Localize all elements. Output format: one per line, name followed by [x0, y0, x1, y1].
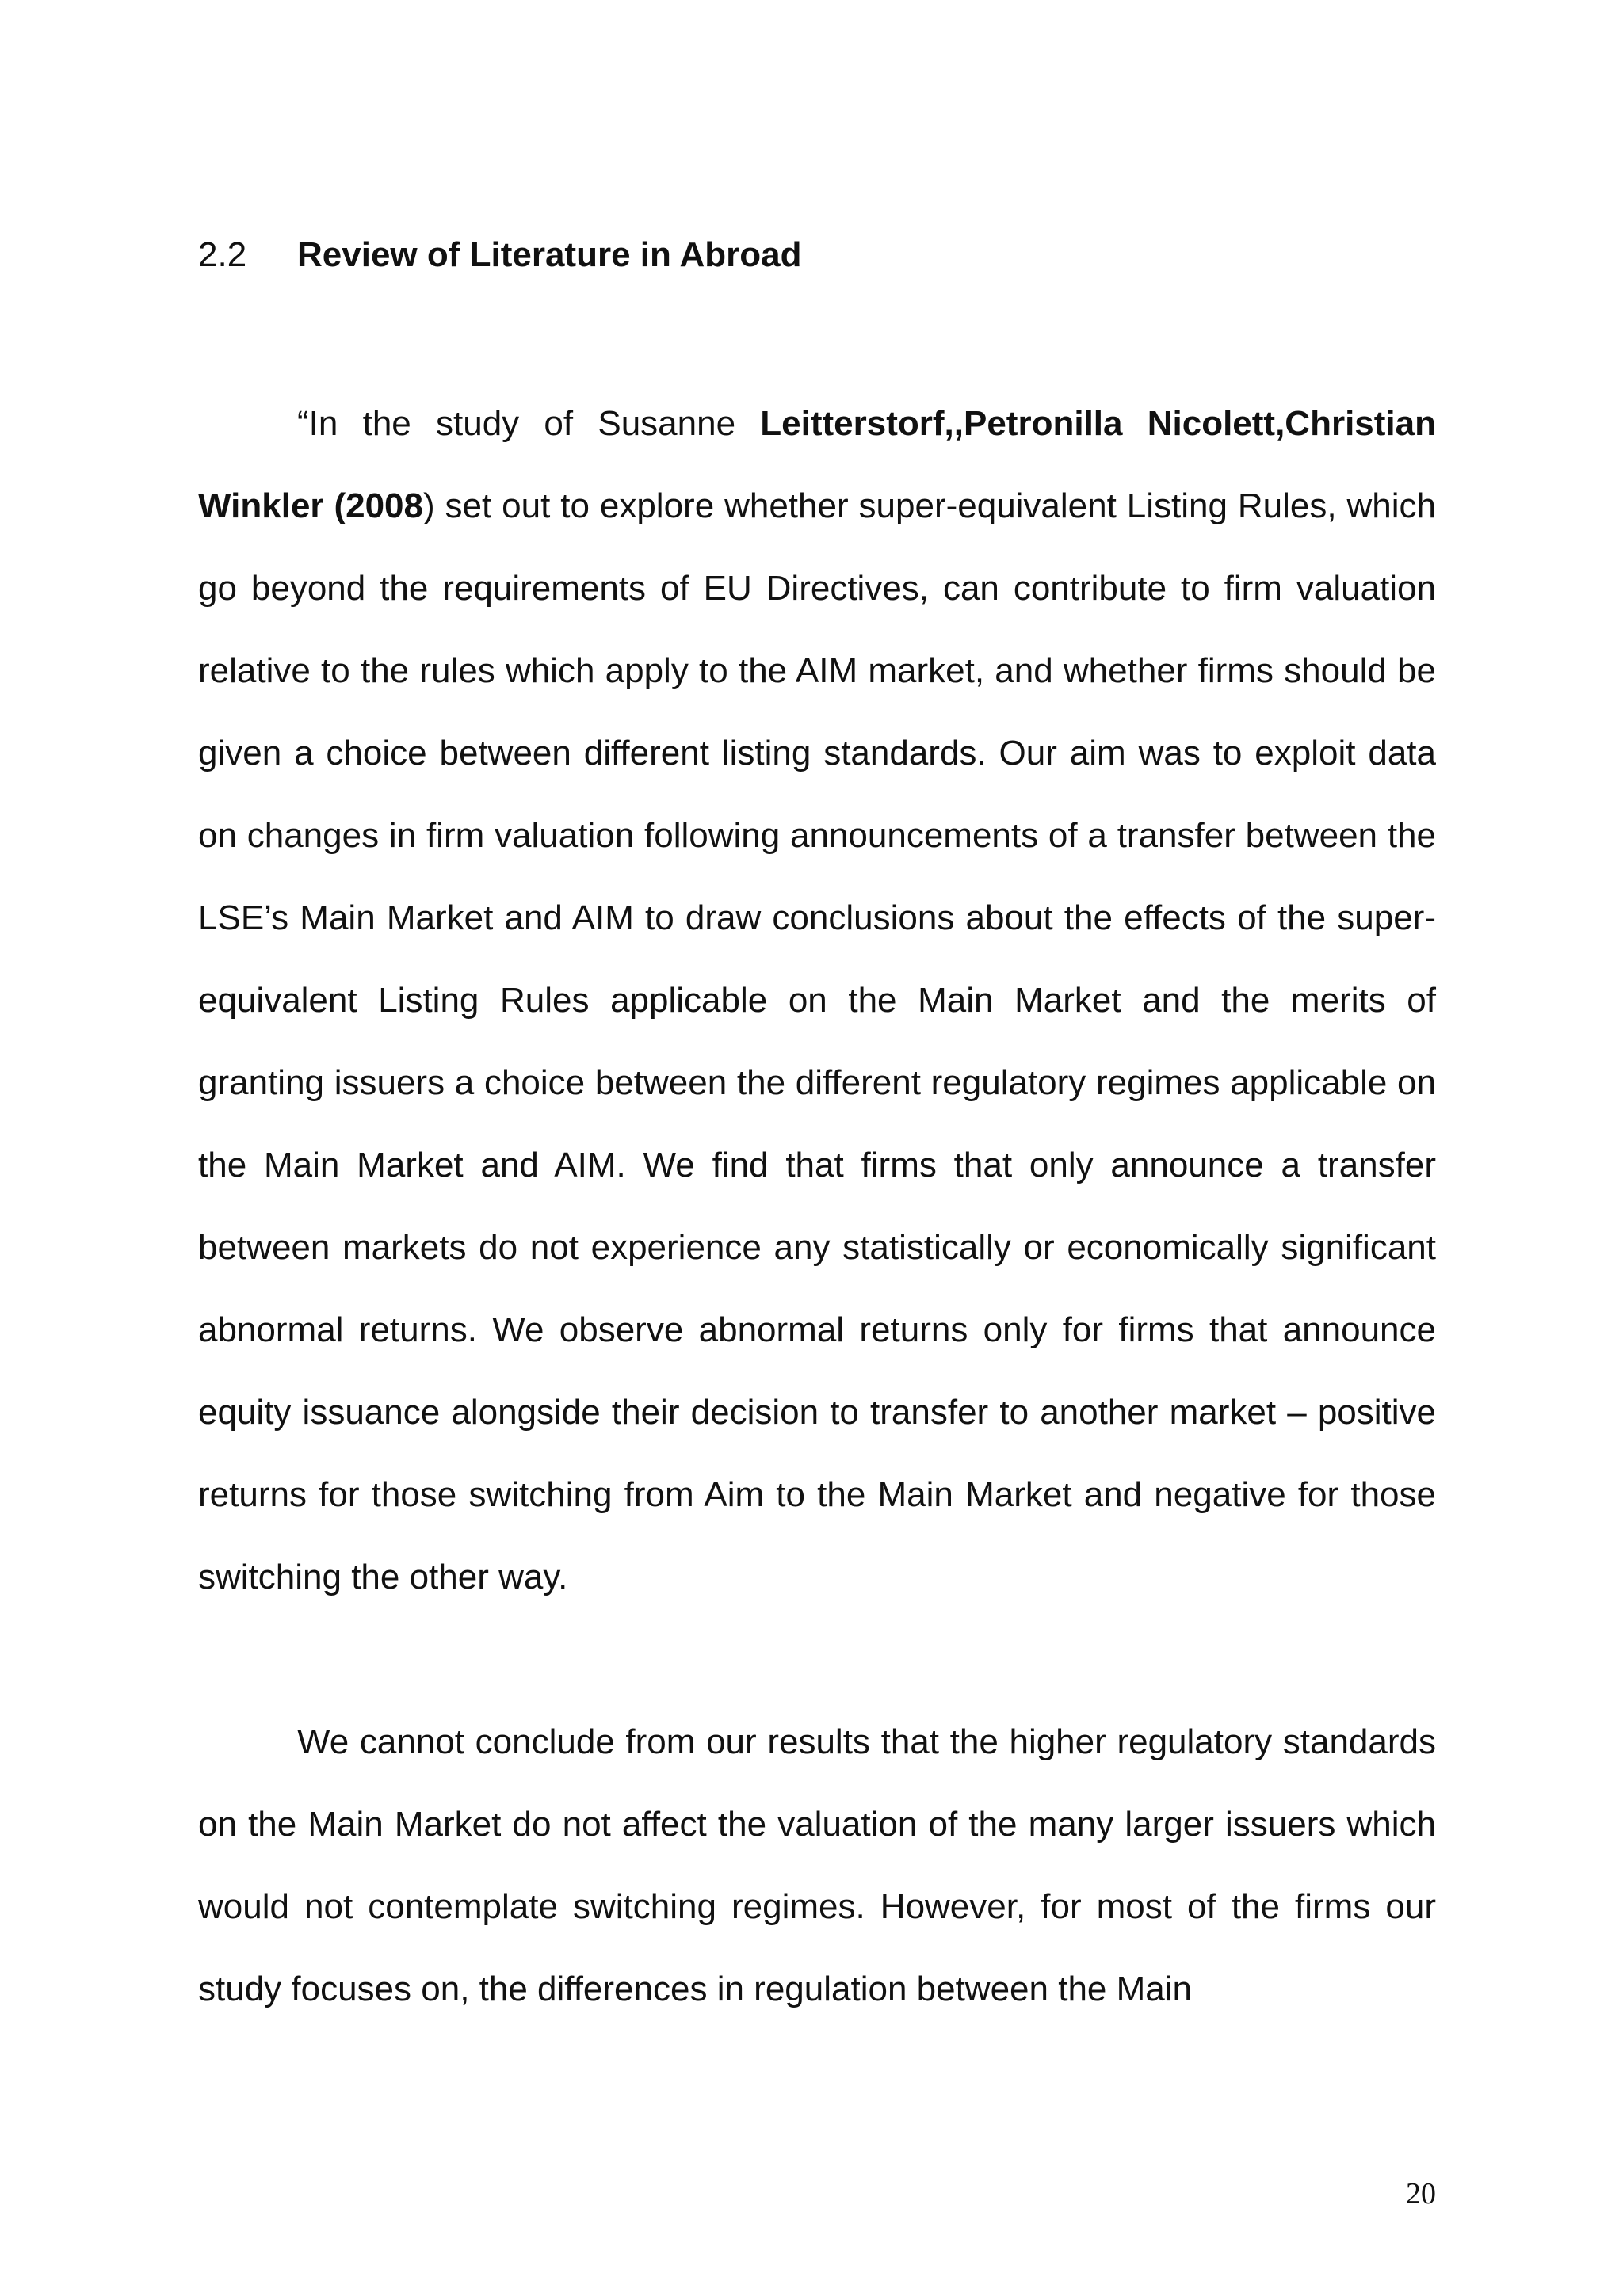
- paragraph-body: ) set out to explore whether super-equivalent Listing Rules, which go beyond the requirements of EU Directives, can contribute to firm valuation relative to the rules which apply to the AIM market, and whether firms should be given a choice between different listing standards. Our aim was to exploit data on changes in firm valuation following announcements of a transfer between the LSE’s Main Market and AIM to draw conclusions about the effects of the super-equivalent Listing Rules applicable on the Main Market and the merits of granting issuers a choice between the different regulatory regimes applicable on the Main Market and AIM. We find that firms that only announce a transfer between markets do not experience any statistically or economically significant abnormal returns. We observe abnormal returns only for firms that announce equity issuance alongside their decision to transfer to another market – positive returns for those switching from Aim to the Main Market and negative for those switching the other way.: [198, 486, 1436, 1596]
- section-title: Review of Literature in Abroad: [297, 235, 802, 274]
- paragraph-body: We cannot conclude from our results that the higher regulatory standards on the Main Market do not affect the valuation of the many larger issuers which would not contemplate switching regimes. However, for most of the firms our study focuses on, the differences in regulation between the Main: [198, 1722, 1436, 2008]
- section-heading: [198, 231, 801, 279]
- section-number: 2.2: [198, 235, 247, 274]
- author-citation: Leitterstorf,,Petronilla Nicolett,Christian Winkler (2008: [198, 404, 1436, 525]
- page-number: 20: [1406, 2177, 1436, 2210]
- paragraph-lead: “In the study of Susanne: [297, 404, 761, 443]
- paragraph-literature-review: [198, 383, 1436, 1619]
- paragraph-conclusion: [198, 1701, 1436, 2031]
